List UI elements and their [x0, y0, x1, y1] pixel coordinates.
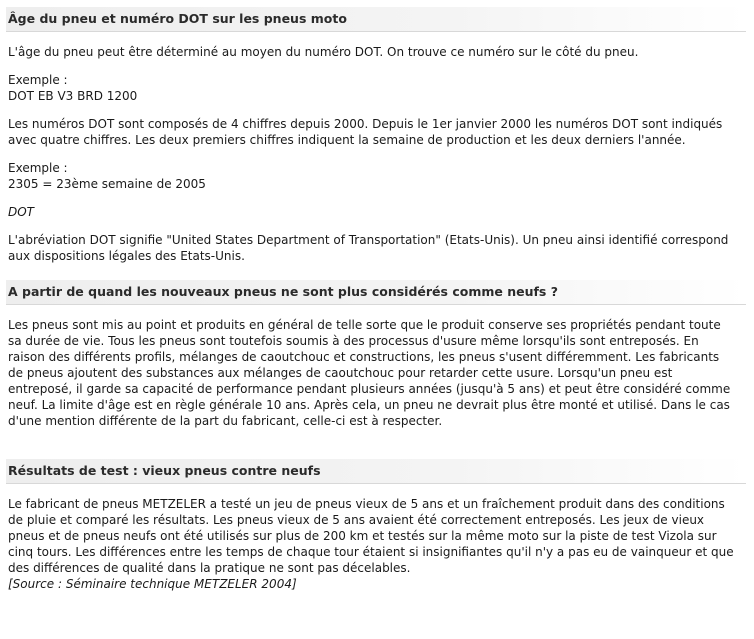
- article: [0, 7, 746, 592]
- example-label: Exemple :: [8, 161, 68, 175]
- example-value: DOT EB V3 BRD 1200: [8, 89, 138, 103]
- dot-definition-paragraph: L'abréviation DOT signifie "United States Department of Transportation" (Etats-Unis). Un pneu ainsi identifié correspond aux dispositions légales des Etats-Unis.: [8, 233, 729, 263]
- example-value: 2305 = 23ème semaine de 2005: [8, 177, 206, 191]
- section-heading-new-tyres: A partir de quand les nouveaux pneus ne sont plus considérés comme neufs ?: [6, 280, 746, 305]
- dot-format-paragraph: Les numéros DOT sont composés de 4 chiffres depuis 2000. Depuis le 1er janvier 2000 les numéros DOT sont indiqués avec quatre chiffres. Les deux premiers chiffres indiquent la semaine de production et les deux derniers l'année.: [8, 117, 723, 147]
- source-citation: [Source : Séminaire technique METZELER 2004]: [8, 577, 297, 591]
- section-heading-test-results: Résultats de test : vieux pneus contre neufs: [6, 459, 746, 484]
- dot-term: DOT: [8, 205, 35, 219]
- new-tyres-paragraph: Les pneus sont mis au point et produits en général de telle sorte que le produit conserve ses propriétés pendant toute sa durée de vie. Tous les pneus sont toutefois soumis à des processus d'usure même lorsqu'ils sont entreposés. En raison des différents profils, mélanges de caoutchouc et constructions, les pneus s'usent différemment. Les fabricants de pneus ajoutent des substances aux mélanges de caoutchouc pour retarder cette usure. Lorsqu'un pneu est entreposé, il garde sa capacité de performance pendant plusieurs années (jusqu'à 5 ans) et peut être considéré comme neuf. La limite d'âge est en règle générale 10 ans. Après cela, un pneu ne devrait plus être monté et utilisé. Dans le cas d'une mention différente de la part du fabricant, celle-ci est à respecter.: [8, 318, 731, 428]
- example-label: Exemple :: [8, 73, 68, 87]
- intro-paragraph: L'âge du pneu peut être déterminé au moyen du numéro DOT. On trouve ce numéro sur le côté du pneu.: [8, 45, 639, 59]
- test-results-paragraph: Le fabricant de pneus METZELER a testé un jeu de pneus vieux de 5 ans et un fraîchement produit dans des conditions de pluie et comparé les résultats. Les pneus vieux de 5 ans avaient été correctement entreposés. Les jeux de vieux pneus et de pneus neufs ont été utilisés sur plus de 200 km et testés sur la même moto sur la piste de test Vizola sur cinq tours. Les différences entre les temps de chaque tour étaient si insignifiantes qu'il n'y a pas eu de vainqueur et que des différences de qualité dans la pratique ne sont pas décelables.: [8, 497, 734, 575]
- section-heading-dot-age: Âge du pneu et numéro DOT sur les pneus moto: [6, 7, 746, 32]
